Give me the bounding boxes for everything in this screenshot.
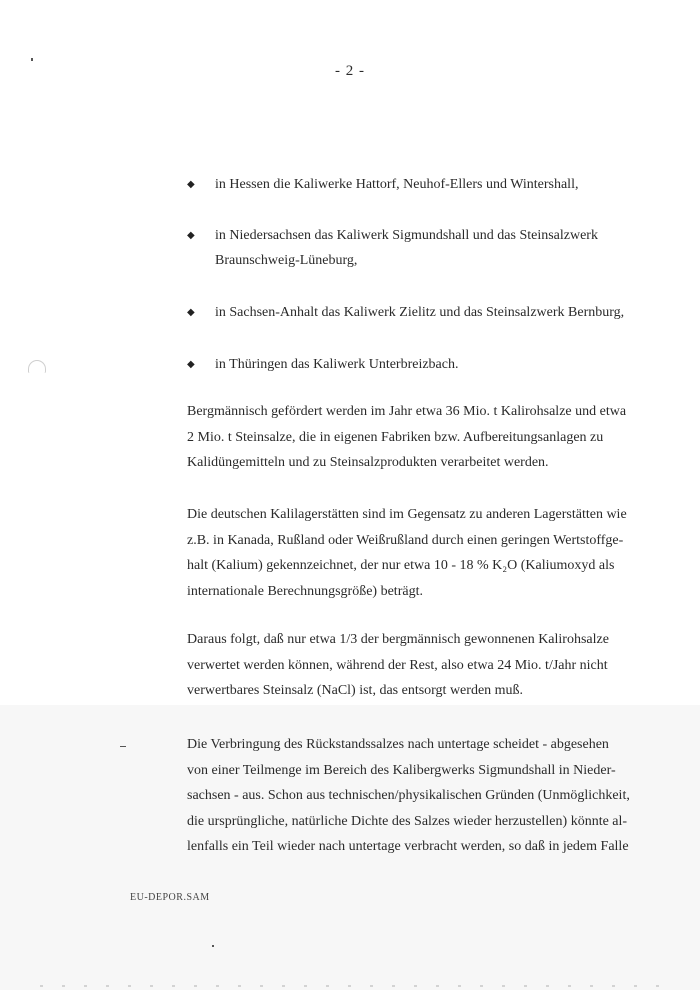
paragraph-line: halt (Kalium) gekennzeichnet, der nur etwa 10 - 18 % K₂O (Kaliumoxyd als (187, 558, 615, 573)
diamond-bullet-icon: ◆ (187, 230, 195, 241)
list-item-line: Braunschweig-Lüneburg, (215, 253, 358, 268)
scan-speck (212, 945, 214, 947)
list-item-line: in Niedersachsen das Kaliwerk Sigmundshall und das Steinsalzwerk (215, 228, 598, 243)
list-item (187, 352, 637, 377)
diamond-bullet-icon: ◆ (187, 307, 195, 318)
scan-edge-noise (40, 985, 660, 987)
list-item-line: in Hessen die Kaliwerke Hattorf, Neuhof-Ellers und Wintershall, (215, 177, 579, 192)
paragraph-line: sachsen - aus. Schon aus technischen/physikalischen Gründen (Unmöglichkeit, (187, 788, 630, 803)
scan-speck (31, 58, 33, 61)
paragraph-line: internationale Berechnungsgröße) beträgt. (187, 583, 423, 599)
paragraph-line: Die deutschen Kalilagerstätten sind im Gegensatz zu anderen Lagerstätten wie (187, 507, 627, 522)
paragraph (187, 732, 629, 860)
paragraph (187, 627, 629, 704)
diamond-bullet-icon: ◆ (187, 359, 195, 370)
paragraph-line: Die Verbringung des Rückstandssalzes nach untertage scheidet - abgesehen (187, 737, 609, 752)
paragraph-line: von einer Teilmenge im Bereich des Kalibergwerks Sigmundshall in Nieder- (187, 762, 616, 778)
list-item (187, 172, 637, 197)
paragraph-line: Daraus folgt, daß nur etwa 1/3 der bergmännisch gewonnenen Kalirohsalze (187, 632, 609, 647)
list-item (187, 223, 637, 273)
list-item (187, 300, 637, 325)
paragraph-line: verwertbares Steinsalz (NaCl) ist, das entsorgt werden muß. (187, 683, 524, 698)
paragraph-line: die ursprüngliche, natürliche Dichte des Salzes wieder herzustellen) könnte al- (187, 813, 628, 829)
paragraph (187, 502, 629, 604)
document-file-code: EU-DEPOR.SAM (130, 892, 210, 903)
paragraph-line: verwertet werden können, während der Rest, also etwa 24 Mio. t/Jahr nicht (187, 657, 608, 673)
paragraph-line: 2 Mio. t Steinsalze, die in eigenen Fabriken bzw. Aufbereitungsanlagen zu (187, 429, 604, 445)
paragraph (187, 399, 629, 476)
diamond-bullet-icon: ◆ (187, 179, 195, 190)
paragraph-line: z.B. in Kanada, Rußland oder Weißrußland durch einen geringen Wertstoffge- (187, 532, 624, 548)
paragraph-line: Bergmännisch gefördert werden im Jahr etwa 36 Mio. t Kalirohsalze und etwa (187, 404, 627, 419)
paragraph-line: Kalidüngemitteln und zu Steinsalzprodukten verarbeitet werden. (187, 455, 549, 470)
scan-speck (120, 746, 126, 747)
list-item-line: in Thüringen das Kaliwerk Unterbreizbach. (215, 357, 459, 372)
punch-hole-mark (28, 360, 46, 373)
paragraph-line: lenfalls ein Teil wieder nach untertage verbracht werden, so daß in jedem Falle (187, 839, 629, 854)
page-number: - 2 - (335, 63, 365, 79)
list-item-line: in Sachsen-Anhalt das Kaliwerk Zielitz und das Steinsalzwerk Bernburg, (215, 305, 625, 320)
